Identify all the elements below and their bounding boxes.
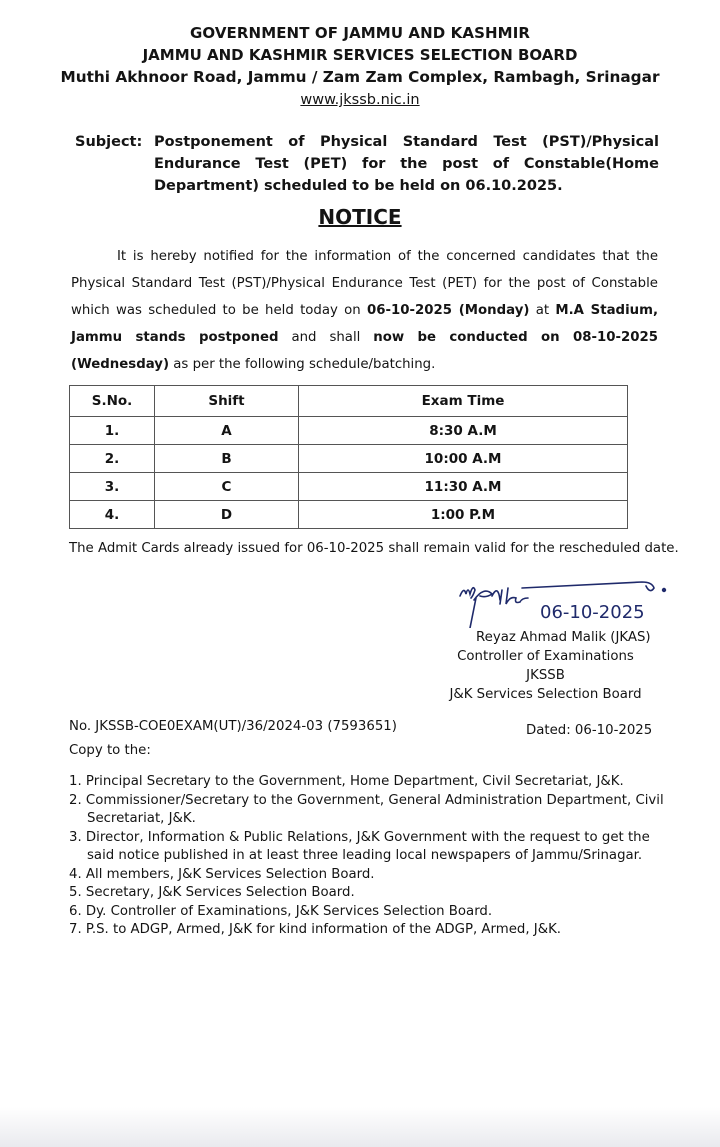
table-row bbox=[70, 473, 628, 501]
signatory-block bbox=[438, 628, 653, 704]
page-edge-shadow bbox=[0, 1107, 720, 1147]
letterhead bbox=[60, 22, 660, 111]
cell-sno: 3. bbox=[70, 473, 155, 501]
list-item: 1. Principal Secretary to the Government, Home Department, Civil Secretariat, J&K. bbox=[69, 774, 624, 789]
list-item: 5. Secretary, J&K Services Selection Board. bbox=[69, 885, 355, 900]
subject-text: Postponement of Physical Standard Test (PST)/Physical Endurance Test (PET) for the post of Constable(Home Department) scheduled to be held on 06.10.2025. bbox=[154, 134, 659, 194]
table-row bbox=[70, 445, 628, 473]
copy-to-list bbox=[69, 773, 669, 940]
list-item: 6. Dy. Controller of Examinations, J&K Services Selection Board. bbox=[69, 903, 493, 919]
header-shift: Shift bbox=[155, 386, 299, 417]
cell-shift: C bbox=[155, 473, 299, 501]
admit-card-note: The Admit Cards already issued for 06-10-2025 shall remain valid for the rescheduled date. bbox=[69, 541, 679, 556]
notice-body bbox=[71, 243, 658, 378]
board-title: JAMMU AND KASHMIR SERVICES SELECTION BOARD bbox=[142, 46, 578, 64]
body-text: as per the following schedule/batching. bbox=[169, 357, 436, 372]
header-sno: S.No. bbox=[70, 386, 155, 417]
subject-label: Subject: bbox=[75, 134, 143, 150]
government-title: GOVERNMENT OF JAMMU AND KASHMIR bbox=[189, 24, 531, 42]
table-row bbox=[70, 501, 628, 529]
cell-time: 8:30 A.M bbox=[299, 417, 628, 445]
signatory-name: Reyaz Ahmad Malik (JKAS) bbox=[476, 630, 651, 645]
table-header-row bbox=[70, 386, 628, 417]
table-row bbox=[70, 417, 628, 445]
board-address: Muthi Akhnoor Road, Jammu / Zam Zam Complex, Rambagh, Srinagar bbox=[60, 68, 660, 86]
notice-heading: NOTICE bbox=[318, 205, 402, 229]
new-date: now be conducted on 08-10-2025 (Wednesday) bbox=[71, 330, 658, 372]
body-text: It is hereby notified for the information of the concerned candidates that the Physical Standard Test (PST)/Physical Endurance Test (PET) for the post of Constable which was scheduled to be held today on bbox=[71, 249, 658, 318]
signatory-organization: J&K Services Selection Board bbox=[449, 687, 642, 702]
header-exam-time: Exam Time bbox=[299, 386, 628, 417]
cell-shift: B bbox=[155, 445, 299, 473]
cell-sno: 1. bbox=[70, 417, 155, 445]
cell-shift: A bbox=[155, 417, 299, 445]
reference-number: No. JKSSB-COE0EXAM(UT)/36/2024-03 (7593651) bbox=[69, 719, 397, 734]
body-text: at bbox=[529, 303, 556, 318]
list-item: 2. Commissioner/Secretary to the Government, General Administration Department, Civil Secretariat, J&K. bbox=[69, 792, 664, 826]
website-link[interactable]: www.jkssb.nic.in bbox=[300, 92, 420, 108]
signatory-designation: Controller of Examinations JKSSB bbox=[457, 649, 634, 683]
cell-sno: 4. bbox=[70, 501, 155, 529]
list-item: 7. P.S. to ADGP, Armed, J&K for kind information of the ADGP, Armed, J&K. bbox=[69, 922, 562, 937]
signature-icon bbox=[452, 570, 702, 628]
reference-date: Dated: 06-10-2025 bbox=[526, 723, 653, 738]
body-text: and shall bbox=[278, 330, 374, 345]
original-date: 06-10-2025 (Monday) bbox=[367, 303, 530, 318]
list-item: 4. All members, J&K Services Selection Board. bbox=[69, 866, 375, 882]
copy-to-label: Copy to the: bbox=[69, 743, 151, 758]
cell-sno: 2. bbox=[70, 445, 155, 473]
cell-time: 1:00 P.M bbox=[299, 501, 628, 529]
cell-shift: D bbox=[155, 501, 299, 529]
schedule-table bbox=[69, 385, 628, 529]
cell-time: 11:30 A.M bbox=[299, 473, 628, 501]
list-item: 3. Director, Information & Public Relations, J&K Government with the request to get the said notice published in at least three leading local newspapers of Jammu/Srinagar. bbox=[69, 829, 650, 863]
cell-time: 10:00 A.M bbox=[299, 445, 628, 473]
signature-date: 06-10-2025 bbox=[540, 602, 645, 623]
venue-postponed: M.A Stadium, Jammu stands postponed bbox=[71, 303, 658, 345]
